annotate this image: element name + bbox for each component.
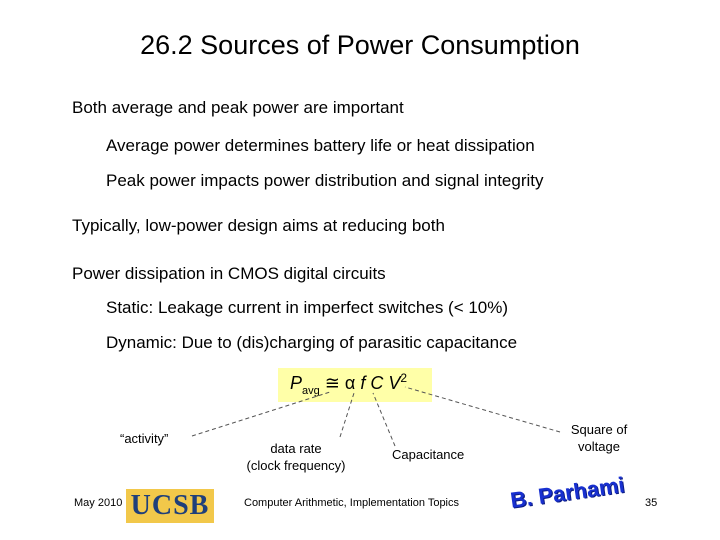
bullet-cmos-dissipation: Power dissipation in CMOS digital circuits: [72, 264, 386, 283]
data-rate-connector: [340, 393, 354, 437]
bullet-static-power: Static: Leakage current in imperfect switches (< 10%): [106, 298, 509, 317]
bullet-dynamic-power: Dynamic: Due to (dis)charging of parasitic capacitance: [106, 333, 518, 352]
data-rate-line1: data rate: [270, 441, 322, 456]
square-voltage-line2: voltage: [578, 439, 620, 454]
capacitance-connector: [373, 393, 395, 446]
formula-v: V: [388, 373, 401, 393]
bullet-peak-power: Peak power impacts power distribution and signal integrity: [106, 171, 544, 190]
author-signature-logo: B. Parhami: [508, 472, 627, 513]
formula-superscript: 2: [400, 371, 408, 385]
slide-title: 26.2 Sources of Power Consumption: [140, 30, 580, 60]
bullet-low-power-design: Typically, low-power design aims at reducing both: [72, 216, 445, 235]
formula-approx-symbol: ≅: [324, 373, 340, 393]
data-rate-line2: (clock frequency): [246, 458, 346, 473]
square-voltage-line1: Square of: [570, 422, 628, 437]
capacitance-label: Capacitance: [392, 447, 465, 462]
data-rate-label: [232, 440, 360, 474]
bullet-average-power: Average power determines battery life or heat dissipation: [106, 136, 535, 155]
formula-c: C: [370, 373, 384, 393]
page-number: 35: [645, 497, 658, 509]
formula-p: P: [290, 373, 303, 393]
formula-subscript: avg: [302, 385, 320, 397]
square-voltage-connector: [405, 387, 560, 432]
formula-f: f: [360, 373, 366, 393]
formula-alpha: α: [344, 373, 356, 393]
activity-label: “activity”: [120, 431, 169, 446]
footer-course-title: Computer Arithmetic, Implementation Topics: [244, 497, 459, 509]
activity-connector: [192, 392, 330, 436]
square-voltage-label: [554, 421, 644, 455]
bullet-power-importance: Both average and peak power are important: [72, 98, 404, 117]
footer-date: May 2010: [74, 497, 123, 509]
ucsb-logo: UCSB: [126, 489, 214, 523]
